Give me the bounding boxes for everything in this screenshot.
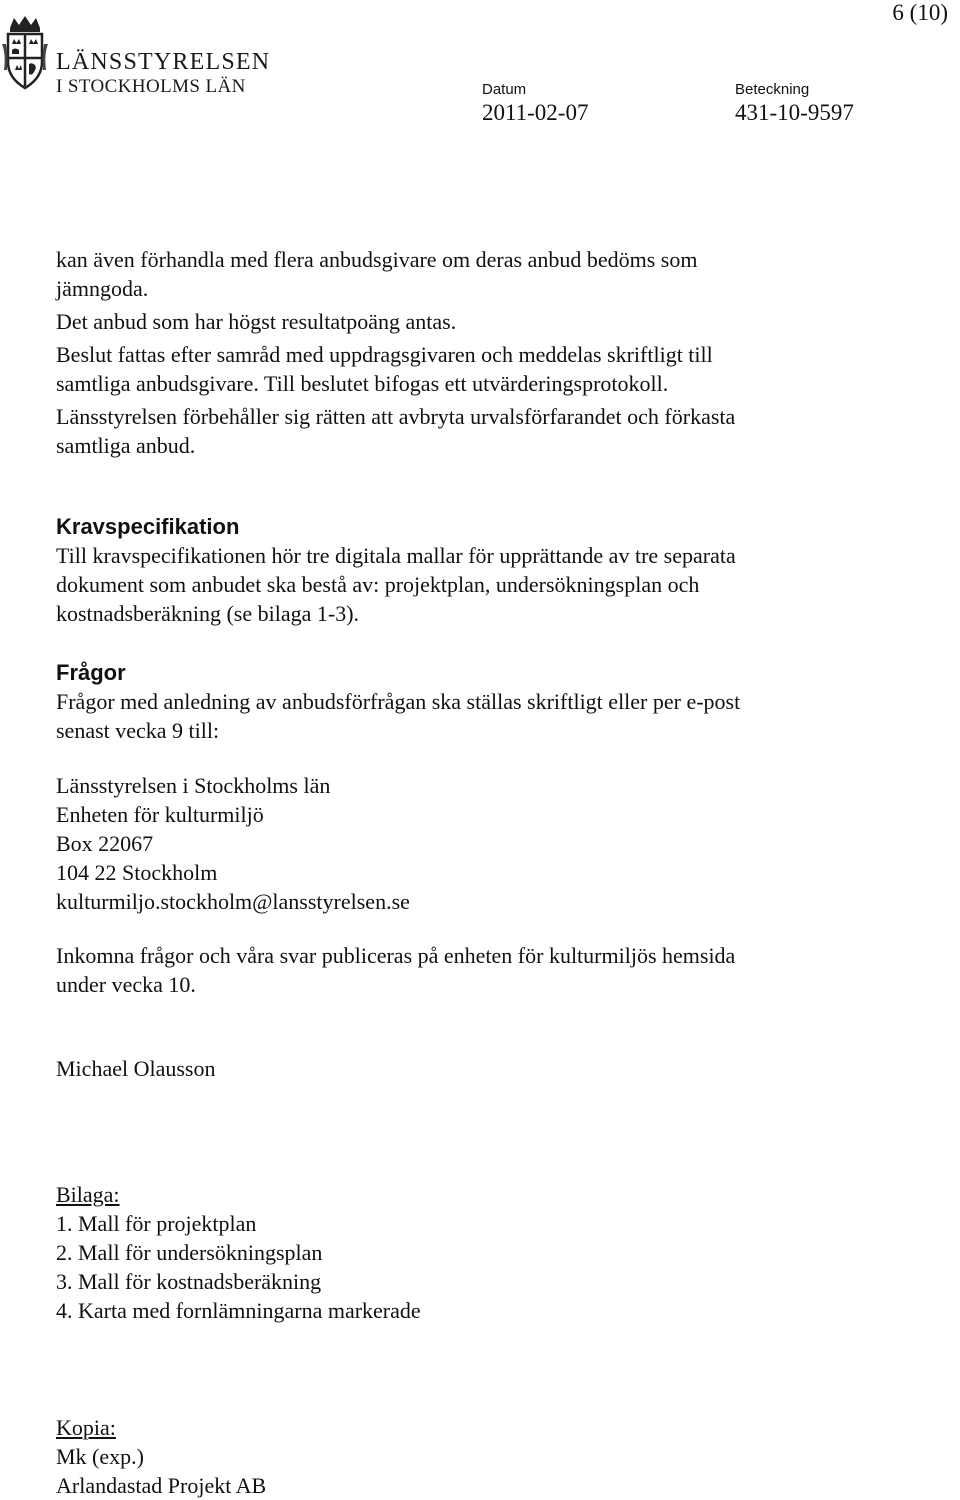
body-line: samtliga anbud. — [56, 433, 196, 458]
bilaga-item: 3. Mall för kostnadsberäkning — [56, 1269, 322, 1294]
body-line: samtliga anbudsgivare. Till beslutet bifogas ett utvärderingsprotokoll. — [56, 371, 669, 396]
section-heading: Kravspecifikation — [56, 514, 240, 539]
kopia-heading: Kopia: — [56, 1415, 116, 1440]
intro-section — [56, 245, 936, 460]
bilaga-section — [56, 1180, 936, 1325]
body-line: Länsstyrelsen förbehåller sig rätten att avbryta urvalsförfarandet och förkasta — [56, 404, 736, 429]
bilaga-item: 1. Mall för projektplan — [56, 1211, 257, 1236]
body-line: kan även förhandla med flera anbudsgivare om deras anbud bedöms som — [56, 247, 698, 272]
datum-value: 2011-02-07 — [482, 100, 589, 125]
lansstyrelsen-logo — [2, 14, 271, 97]
signature-name: Michael Olausson — [56, 1056, 216, 1081]
body-line: jämngoda. — [56, 276, 149, 301]
kravspecifikation-section — [56, 512, 936, 628]
body-line: under vecka 10. — [56, 972, 196, 997]
datum-label: Datum — [482, 81, 527, 98]
address-line: 104 22 Stockholm — [56, 860, 218, 885]
address-line: Enheten för kulturmiljö — [56, 802, 264, 827]
kopia-item: Arlandastad Projekt AB — [56, 1473, 267, 1498]
body-line: Inkomna frågor och våra svar publiceras på enheten för kulturmiljös hemsida — [56, 943, 736, 968]
address-line: Länsstyrelsen i Stockholms län — [56, 773, 331, 798]
section-heading: Frågor — [56, 660, 126, 685]
body-line: senast vecka 9 till: — [56, 718, 220, 743]
email-address: kulturmiljo.stockholm@lansstyrelsen.se — [56, 889, 410, 914]
body-line: Till kravspecifikationen hör tre digitala mallar för upprättande av tre separata — [56, 543, 736, 568]
beteckning-value: 431-10-9597 — [735, 100, 854, 125]
publish-info — [56, 941, 936, 999]
bilaga-heading: Bilaga: — [56, 1182, 120, 1207]
body-line: Beslut fattas efter samråd med uppdragsgivaren och meddelas skriftligt till — [56, 342, 713, 367]
logo-line-2: I STOCKHOLMS LÄN — [56, 76, 246, 97]
kopia-item: Mk (exp.) — [56, 1444, 144, 1469]
signature — [56, 1054, 936, 1083]
address-line: Box 22067 — [56, 831, 154, 856]
contact-address — [56, 771, 936, 916]
bilaga-item: 2. Mall för undersökningsplan — [56, 1240, 323, 1265]
body-line: Frågor med anledning av anbudsförfrågan ska ställas skriftligt eller per e-post — [56, 689, 741, 714]
coat-of-arms-icon — [2, 14, 48, 94]
logo-wordmark — [56, 50, 270, 96]
bilaga-item: 4. Karta med fornlämningarna markerade — [56, 1298, 421, 1323]
page-number: 6 (10) — [892, 0, 948, 25]
fragor-section — [56, 658, 936, 745]
beteckning-label: Beteckning — [735, 81, 810, 98]
body-line: kostnadsberäkning (se bilaga 1-3). — [56, 601, 360, 626]
body-line: dokument som anbudet ska bestå av: projektplan, undersökningsplan och — [56, 572, 700, 597]
kopia-section — [56, 1413, 936, 1500]
body-line: Det anbud som har högst resultatpoäng antas. — [56, 309, 457, 334]
logo-line-1: LÄNSSTYRELSEN — [56, 49, 271, 75]
